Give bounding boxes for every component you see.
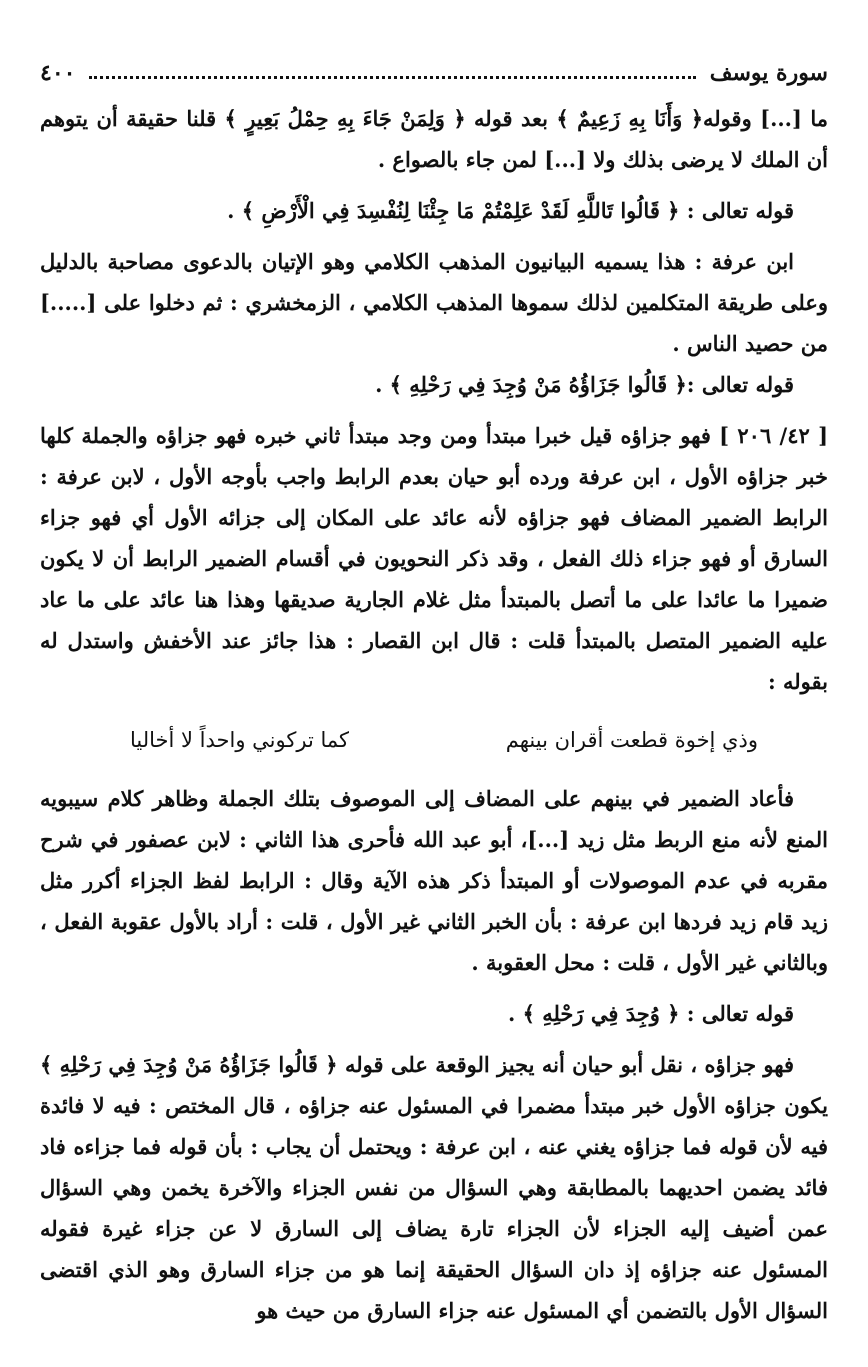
verse-heading-3: قوله تعالى : ﴿ وُجِدَ فِي رَحْلِهِ ﴾ . — [507, 1001, 794, 1026]
verse-heading-1: قوله تعالى : ﴿ قَالُوا تَاللَّهِ لَقَدْ عَلِمْتُمْ مَا جِئْنَا لِنُفْسِدَ فِي الْأَرْضِ ﴾ . — [227, 198, 794, 223]
header-dotted-leader — [89, 76, 695, 79]
paragraph-4: فأعاد الضمير في بينهم على المضاف إلى الموصوف بتلك الجملة وظاهر كلام سيبويه المنع لأنه منع الربط مثل زيد [...]، أبو عبد الله فأحرى هذا الثاني : لابن عصفور في شرح مقربه في عدم الموصولات أو المبتدأ ذكر هذه الآية وقال : الرابط لفظ الجزاء أكرر مثل زيد قام زيد فردها ابن عرفة : بأن الخبر الثاني غير الأول ، قلت : أراد بالأول عقوبة الفعل ، وبالثاني غير الأول ، قلت : محل العقوبة . — [40, 786, 828, 975]
book-page — [40, 48, 828, 1331]
poetry-verse — [40, 720, 828, 760]
page-number: ٤٠٠ — [40, 60, 76, 86]
paragraph-2: ابن عرفة : هذا يسميه البيانيون المذهب الكلامي وهو الإتيان بالدعوى مصاحبة بالدليل وعلى طريقة المتكلمين لذلك سموها المذهب الكلامي ، الزمخشري : ثم دخلوا على [.....] من حصيد الناس . — [40, 249, 828, 356]
page-body — [40, 98, 828, 1331]
verse-second-hemistich: كما تركوني واحداً لا أخاليا — [130, 728, 350, 752]
page-header — [40, 48, 828, 98]
paragraph-3: [ ٤٢/ ٢٠٦ ] فهو جزاؤه قيل خبرا مبتدأ ومن وجد مبتدأ ثاني خبره فهو جزاؤه والجملة كلها خبر جزاؤه الأول ، ابن عرفة ورده أبو حيان بعدم الرابط واجب بأوجه الأول ، لابن عرفة : الرابط الضمير المضاف فهو جزاؤه لأنه عائد على المكان إلى جزائه الأول أي فهو جزاء السارق أو فهو جزاء ذلك الفعل ، وقد ذكر النحويون في أقسام الضمير الرابط أن لا يكون ضميرا ما عائدا على ما أتصل بالمبتدأ مثل غلام الجارية صديقها وهذا هنا عائد على ما عاد عليه الضمير المتصل بالمبتدأ قلت : قال ابن القصار : هذا جائز عند الأخفش واستدل له بقوله : — [40, 423, 829, 694]
paragraph-1: ما [...] وقوله﴿ وَأَنَا بِهِ زَعِيمٌ ﴾ بعد قوله ﴿ وَلِمَنْ جَاءَ بِهِ حِمْلُ بَعِيرٍ ﴾ قلنا حقيقة أن يتوهم أن الملك لا يرضى بذلك ولا [...] لمن جاء بالصواع . — [40, 106, 828, 172]
verse-first-hemistich: وذي إخوة قطعت أقران بينهم — [505, 728, 758, 752]
paragraph-5: فهو جزاؤه ، نقل أبو حيان أنه يجيز الوقعة على قوله ﴿ قَالُوا جَزَاؤُهُ مَنْ وُجِدَ فِي رَحْلِهِ ﴾ يكون جزاؤه الأول خبر مبتدأ مضمرا في المسئول عنه جزاؤه ، قال المختص : فيه لا فائدة فيه لأن قوله فما جزاؤه يغني عنه ، ابن عرفة : ويحتمل أن يجاب : بأن قوله فما جزاءه فاد فائد يضمن احديهما بالمطابقة وهي السؤال من نفس الجزاء والآخرة يخمن وهي السؤال عمن أضيف إليه الجزاء لأن الجزاء تارة يضاف إلى السارق لا عن جزاء غيرة فقوله المسئول عنه جزاؤه إذ دان السؤال الحقيقة إنما هو من جزاء السارق وهو الذي اقتضى السؤال الأول بالتضمن أي المسئول عنه جزاء السارق من حيث هو — [40, 1052, 828, 1323]
verse-heading-2: قوله تعالى :﴿ قَالُوا جَزَاؤُهُ مَنْ وُجِدَ فِي رَحْلِهِ ﴾ . — [375, 372, 794, 397]
surah-title: سورة يوسف — [709, 60, 828, 86]
